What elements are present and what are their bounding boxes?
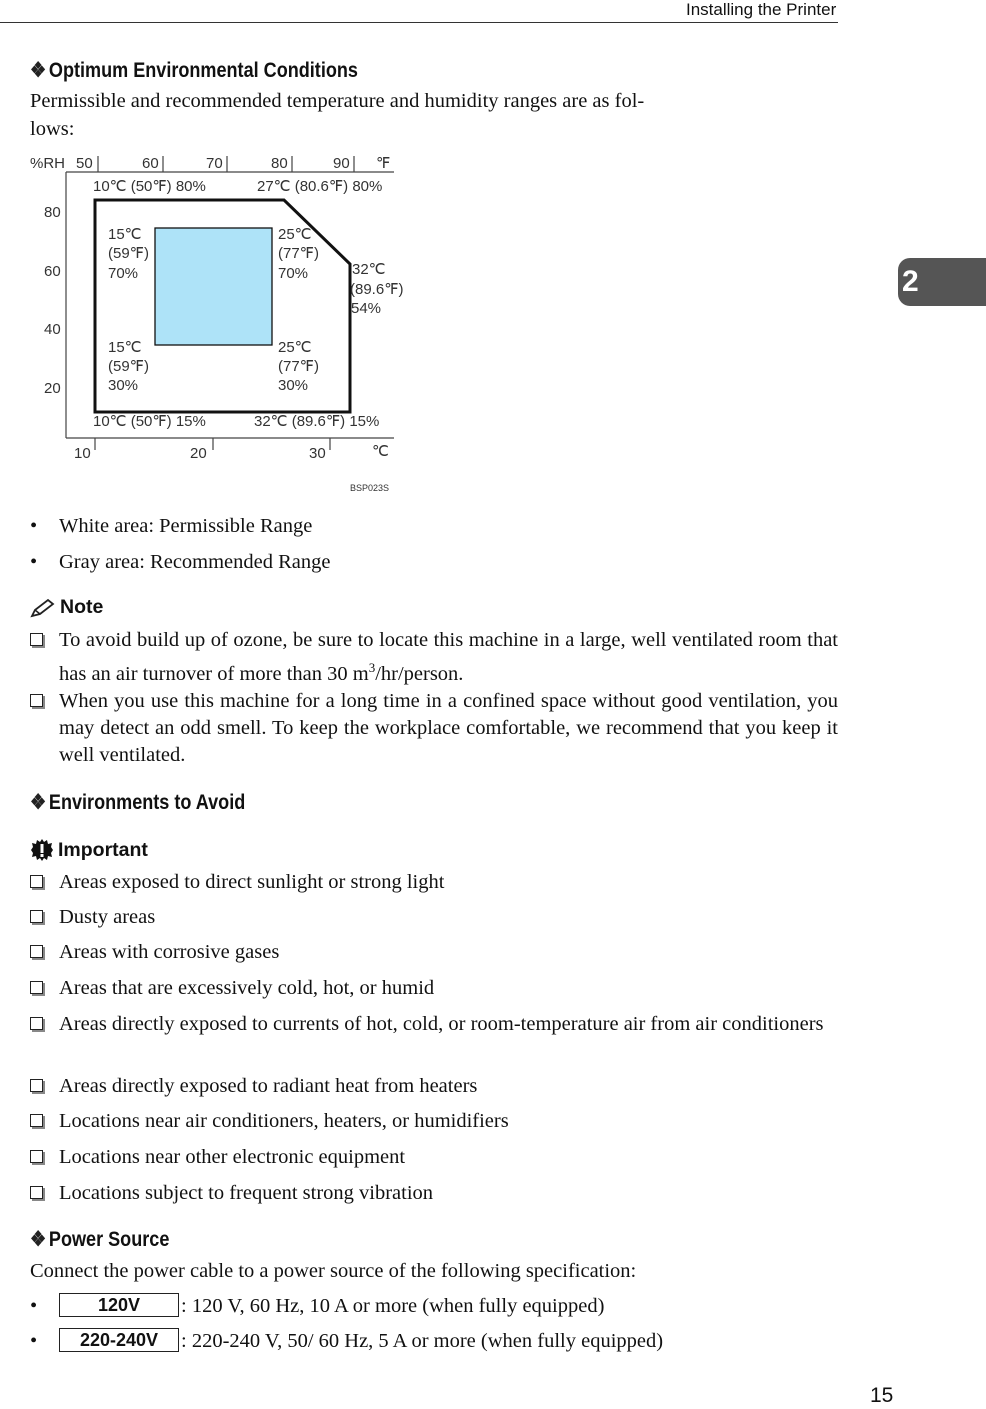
power-spec-item: • 220-240V : 220-240 V, 50/ 60 Hz, 5 A or more (when fully equipped) [30,1330,664,1352]
bottom-tick-label: 30 [309,445,326,462]
list-item: Areas exposed to direct sunlight or strong light [30,869,838,896]
checkbox-icon [30,981,43,994]
f-unit-label: ℉ [376,155,391,172]
top-tick-label: 60 [142,155,159,172]
important-label: Important [58,838,148,861]
diamond-bullet-icon: ❖ [30,791,47,814]
pencil-icon [30,598,56,618]
list-item: Locations near air conditioners, heaters, or humidifiers [30,1108,838,1135]
superscript-3: 3 [368,660,376,675]
power-intro: Connect the power cable to a power source of the following specification: [30,1260,637,1282]
power-spec-item: • 120V : 120 V, 60 Hz, 10 A or more (when fully equipped) [30,1295,605,1317]
corner-label-right: (89.6℉) [350,281,404,298]
environment-range-figure [28,150,408,495]
c-unit-label: ℃ [372,443,389,460]
checkbox-icon [30,1186,43,1199]
list-item: • White area: Permissible Range [30,515,313,537]
checkbox-icon [30,1017,43,1030]
note-heading [30,596,103,619]
checkbox-icon [30,633,43,646]
left-tick-label: 60 [44,263,61,280]
diamond-bullet-icon: ❖ [30,59,47,82]
page-number: 15 [870,1384,894,1407]
running-header: Installing the Printer [686,0,837,19]
list-item: Areas directly exposed to currents of hot, cold, or room-temperature air from air conditioners [30,1011,838,1038]
left-tick-label: 80 [44,204,61,221]
header-rule [0,22,838,23]
note-item: When you use this machine for a long time in a confined space without good ventilation, you may detect an odd smell. To keep the workplace comfortable, we recommend that you keep it well ventilated. [30,688,838,769]
list-item: Areas directly exposed to radiant heat from heaters [30,1073,838,1100]
rec-label-tr: 25℃ [278,226,312,243]
voltage-key-220-240v: 220-240V [59,1328,179,1352]
corner-label-right: 32℃ [352,261,386,278]
diamond-bullet-icon: ❖ [30,1228,47,1251]
section-heading-optimum [30,58,358,83]
rh-unit-label: %RH [30,155,66,172]
rec-label-tr: 70% [278,265,309,282]
list-item: Locations near other electronic equipment [30,1144,838,1171]
voltage-key-120v: 120V [59,1293,179,1317]
rec-label-br: (77℉) [278,358,319,375]
left-tick-label: 20 [44,380,61,397]
rec-label-tl: 70% [108,265,139,282]
recommended-range-area [155,228,272,345]
intro-line-2: lows: [30,118,75,140]
rec-label-br: 30% [278,377,309,394]
checkbox-icon [30,945,43,958]
list-item: Locations subject to frequent strong vibration [30,1180,838,1207]
note-label: Note [60,596,104,618]
bottom-tick-label: 10 [74,445,91,462]
rec-label-tl: (59℉) [108,245,149,262]
list-item: Areas with corrosive gases [30,939,838,966]
checkbox-icon [30,910,43,923]
checkbox-icon [30,1079,43,1092]
bottom-tick-label: 20 [190,445,207,462]
section-intro [30,87,838,143]
important-icon [30,838,54,862]
top-tick-label: 90 [333,155,350,172]
section-title: Optimum Environmental Conditions [48,59,358,82]
checkbox-icon [30,694,43,707]
section-heading-avoid: ❖ Environments to Avoid [30,791,246,814]
rec-label-tl: 15℃ [108,226,142,243]
left-tick-label: 40 [44,321,61,338]
important-heading [30,838,148,862]
checkbox-icon [30,1150,43,1163]
corner-label-bl: 10℃ (50℉) 15% [93,413,206,430]
rec-label-tr: (77℉) [278,245,319,262]
list-item: Areas that are excessively cold, hot, or humid [30,975,838,1002]
top-tick-label: 80 [271,155,288,172]
list-item: • Gray area: Recommended Range [30,551,331,573]
checkbox-icon [30,875,43,888]
top-tick-label: 50 [76,155,93,172]
corner-label-tr: 27℃ (80.6℉) 80% [257,178,383,195]
corner-label-br: 32℃ (89.6℉) 15% [254,413,380,430]
note-item: To avoid build up of ozone, be sure to locate this machine in a large, well ventilated room that has an air turnover of more than 30 $m^3/hr$/person. [30,627,838,688]
chapter-tab: 2 [898,258,986,306]
rec-label-br: 25℃ [278,339,312,356]
figure-code: BSP023S [350,483,390,493]
intro-line-1: Permissible and recommended temperature and humidity ranges are as fol- [30,90,645,112]
top-tick-label: 70 [206,155,223,172]
corner-label-right: 54% [351,300,382,317]
corner-label-tl: 10℃ (50℉) 80% [93,178,206,195]
rec-label-bl: (59℉) [108,358,149,375]
list-item: Dusty areas [30,904,838,931]
rec-label-bl: 30% [108,377,139,394]
rec-label-bl: 15℃ [108,339,142,356]
checkbox-icon [30,1114,43,1127]
section-heading-power: ❖ Power Source [30,1228,170,1251]
